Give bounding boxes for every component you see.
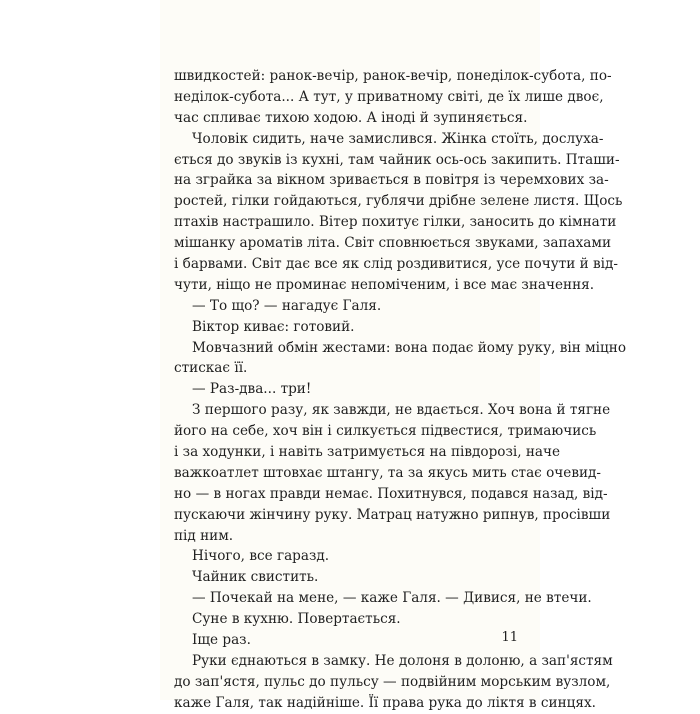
text-line: Мовчазний обмін жестами: вона подає йому руку, він міцно [192,339,626,356]
text-line: Суне в кухню. Повертається. [192,611,401,628]
text-line: мішанку ароматів літа. Світ сповнюється звуками, запахами [174,235,612,252]
text-line: каже Галя, так надійніше. Її права рука до ліктя в синцях. [174,694,596,711]
text-line: чути, ніщо не проминає непоміченим, і все має значення. [174,276,595,293]
text-line: — Почекай на мене, — каже Галя. — Дивися, не втечи. [192,590,592,607]
body-text [174,66,626,714]
text-line: — Раз-два... три! [192,381,312,398]
text-line: Віктор киває: готовий. [192,318,355,335]
text-line: Нічого, все гаразд. [192,548,330,565]
text-line: ється до звуків із кухні, там чайник ось-ось закипить. Пташи- [174,151,620,168]
text-line: Іще раз. [192,632,251,649]
text-line: ростей, гілки гойдаються, гублячи дрібне зелене листя. Щось [174,193,623,210]
text-line: — То що? — нагадує Галя. [192,297,382,314]
text-line: і за ходунки, і навіть затримується на півдорозі, наче [174,444,561,461]
text-line: неділок-субота... А тут, у приватному світі, де їх лише двоє, [174,88,604,105]
text-line: пускаючи жінчину руку. Матрац натужно рипнув, просівши [174,506,611,523]
text-line: З першого разу, як завжди, не вдається. Хоч вона й тягне [192,402,611,419]
text-line: важкоатлет штовхає штангу, та за якусь мить стає очевид- [174,464,602,481]
text-line: но — в ногах правди немає. Похитнувся, подався назад, від- [174,485,608,502]
text-line: під ним. [174,527,234,544]
text-line: час спливає тихою ходою. А іноді й зупиняється. [174,109,528,126]
text-line: птахів настрашило. Вітер похитує гілки, заносить до кімнати [174,214,617,231]
text-line: Руки єднаються в замку. Не долоня в долоню, а зап'ястям [192,652,613,669]
text-line: на зграйка за вікном зривається в повітря із черемхових за- [174,172,609,189]
text-line: Чоловік сидить, наче замислився. Жінка стоїть, дослуха- [192,130,604,147]
text-line: стискає її. [174,360,248,377]
text-line: до зап'ястя, пульс до пульсу — подвійним морським вузлом, [174,673,611,690]
text-line: і барвами. Світ дає все як слід роздивитися, усе почути й від- [174,256,618,273]
text-line: швидкостей: ранок-вечір, ранок-вечір, понеділок-субота, по- [174,68,612,84]
text-line: Чайник свистить. [192,569,319,586]
page-number: 11 [501,630,518,645]
text-line: його на себе, хоч він і силкується підвестися, тримаючись [174,423,597,440]
